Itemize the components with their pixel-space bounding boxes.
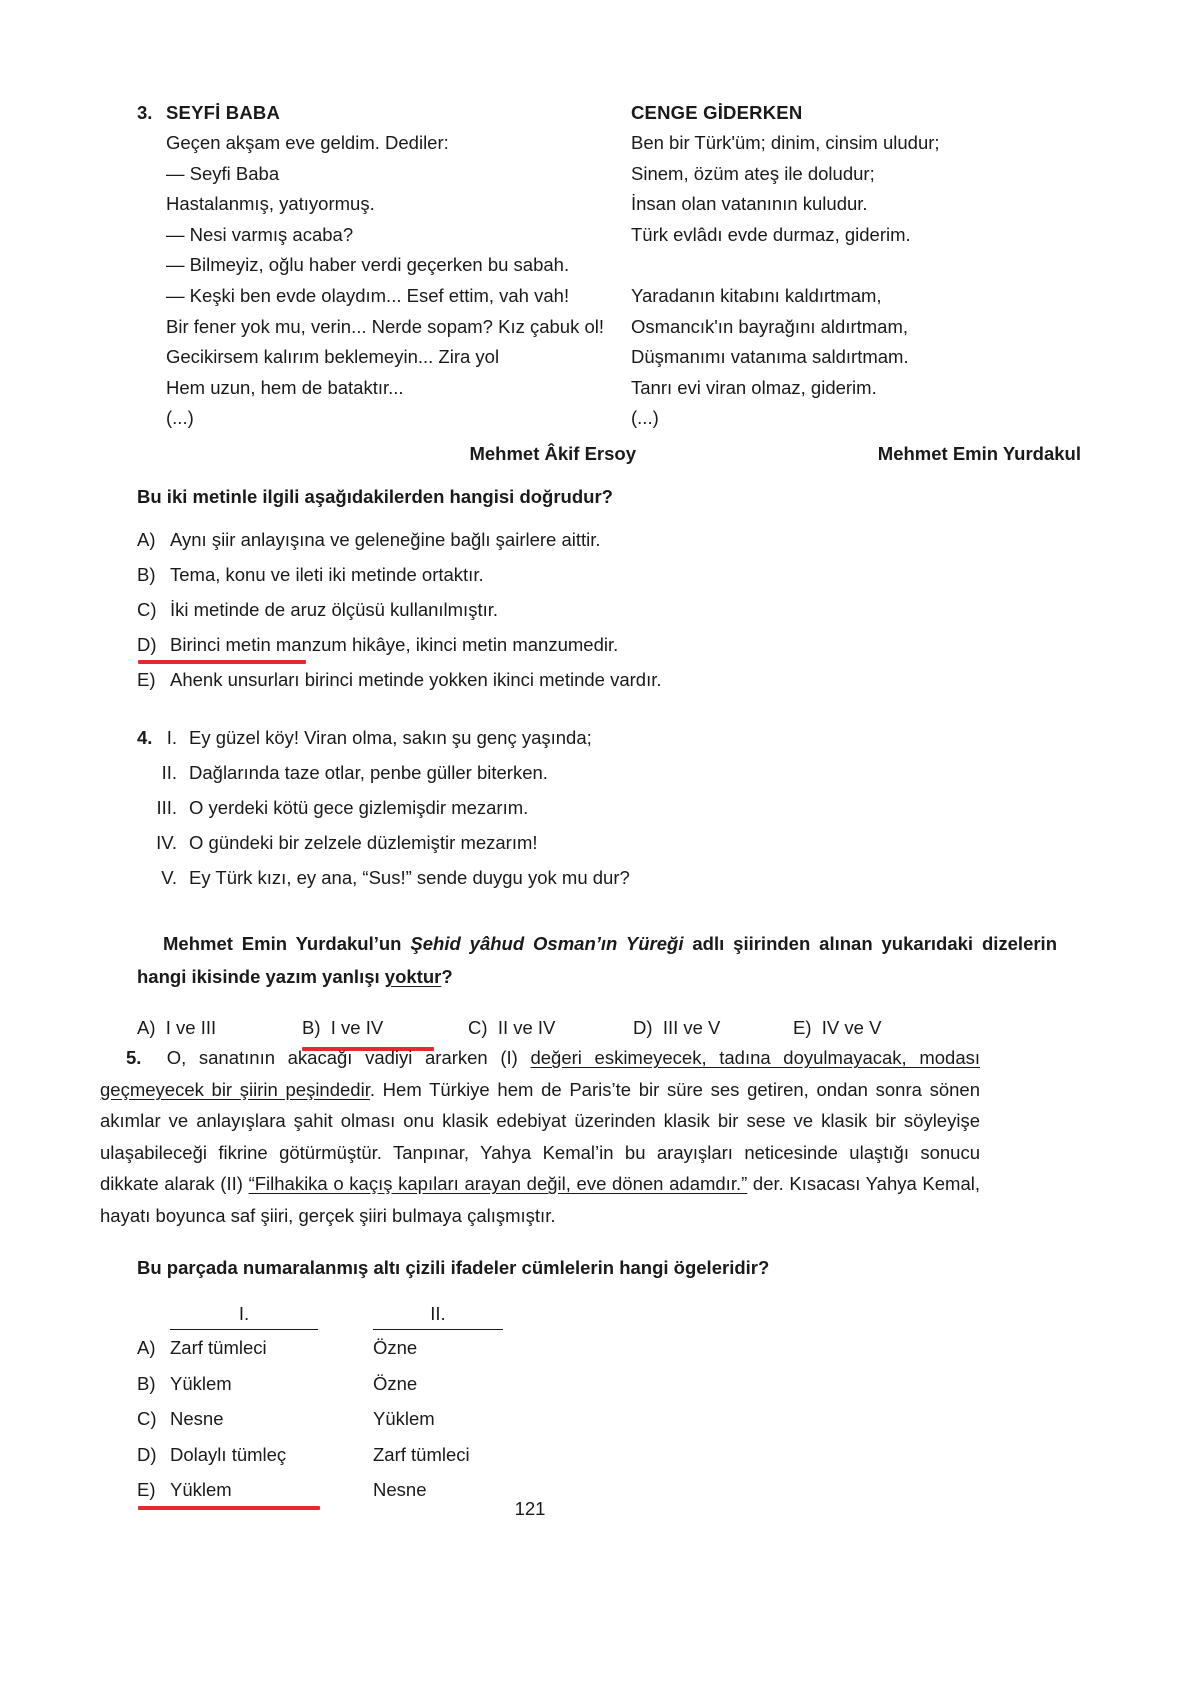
stem-poem-title: Şehid yâhud Osman’ın Yüreği [410,933,684,954]
poem-left-author: Mehmet Âkif Ersoy [469,443,636,464]
header-gap [318,1301,373,1330]
poem-line: Hem uzun, hem de bataktır... [166,376,404,398]
option-letter: C) [468,1017,488,1038]
poem-right-author: Mehmet Emin Yurdakul [877,443,1081,464]
poem-line: Osmancık'ın bayrağını aldırtmam, [631,315,909,337]
stem-emphasis: yoktur [384,966,442,987]
poem-line: Ben bir Türk'üm; dinim, cinsim uludur; [631,132,940,153]
option-d[interactable] [633,1017,793,1039]
stem-part-3: ? [441,966,453,987]
poem-line: (...) [166,407,194,429]
option-letter: A) [137,529,156,550]
poem-line: Sinem, özüm ateş ile doludur; [631,162,875,184]
cell-column-2: Zarf tümleci [373,1443,470,1465]
poem-line: — Bilmeyiz, oğlu haber verdi geçerken bu sabah. [166,254,570,276]
verse-line-5 [137,860,1057,895]
cell-column-1: Zarf tümleci [170,1337,267,1358]
roman-numeral: I. [166,727,177,748]
option-letter: E) [137,1479,156,1500]
option-letter: D) [137,634,157,655]
poem-line: Düşmanımı vatanıma saldırtmam. [631,346,909,368]
option-e[interactable] [793,1017,881,1039]
question-4-options [137,1017,1057,1039]
question-5 [100,1042,980,1508]
option-letter: A) [137,1017,156,1038]
option-text: Ahenk unsurları birinci metinde yokken ikinci metinde vardır. [170,669,662,690]
roman-numeral: V. [161,867,177,888]
option-text: I ve III [165,1017,217,1038]
cell-column-2: Özne [373,1372,418,1394]
poem-line: (...) [631,407,659,429]
question-4-number: 4. [137,727,153,748]
option-text: Birinci metin manzum hikâye, ikinci metin manzumedir. [170,634,619,655]
cell-column-2: Özne [373,1337,418,1358]
option-letter: E) [137,669,156,690]
question-4 [137,720,1057,1039]
question-3-number: 3. [137,102,153,123]
poem-left-title: SEYFİ BABA [166,102,281,123]
verse-line-1 [137,720,1057,755]
option-letter: B) [137,564,156,585]
option-b[interactable] [137,557,1047,592]
question-5-stem: Bu parçada numaralanmış altı çizili ifadeler cümlelerin hangi ögeleridir? [137,1257,770,1278]
option-letter: A) [137,1337,156,1358]
option-a[interactable] [137,522,1047,557]
option-text: Aynı şiir anlayışına ve geleneğine bağlı şairlere aittir. [170,529,601,550]
question-4-stem [137,927,1057,993]
poem-line: Hastalanmış, yatıyormuş. [166,193,375,215]
question-3-options [137,522,1047,697]
verse-text: O gündeki bir zelzele düzlemiştir mezarım! [189,832,538,853]
poem-line: İnsan olan vatanının kuludur. [631,193,868,215]
table-row[interactable] [137,1437,980,1473]
question-5-paragraph [100,1042,980,1231]
table-row[interactable] [137,1366,980,1402]
question-4-lines [137,720,1057,895]
verse-text: Ey Türk kızı, ey ana, “Sus!” sende duygu yok mu dur? [189,867,630,888]
option-c[interactable] [468,1017,633,1039]
option-letter: B) [302,1017,321,1038]
question-3 [137,98,1081,697]
paragraph-segment-3: . Hem Türkiye hem de Paris’te bir süre ses getiren, ondan sonra sönen akımlar ve anlayışlara şahit olması onu klasik edebiyat üzerinden klasik bir sese ve klasik bir söyleyişe ulaşabileceği fikrine götürmüştür. Tanpınar, Yahya Kemal’in bu arayışları neticesinde ulaştığı sonucu dikkate alarak (II) [100,1078,980,1194]
page-number: 121 [514,1498,546,1519]
poem-right-title: CENGE GİDERKEN [631,102,803,123]
option-letter: B) [137,1372,156,1394]
verse-line-2 [137,755,1057,790]
option-text: İki metinde de aruz ölçüsü kullanılmıştır. [170,599,499,620]
verse-text: Dağlarında taze otlar, penbe güller biterken. [189,762,548,783]
option-letter: C) [137,1408,157,1429]
paragraph-segment-1: O, sanatının akacağı vadiyi ararken (I) [166,1047,531,1068]
poem-line: — Seyfi Baba [166,162,280,184]
question-5-number: 5. [126,1047,142,1068]
stem-part-2: adlı şiirinden alınan yukarıdaki dizelerin hangi ikisinde yazım yanlışı [137,933,1057,987]
poem-line: Geçen akşam eve geldim. Dediler: [166,132,449,153]
poem-line: Bir fener yok mu, verin... Nerde sopam? Kız çabuk ol! [166,315,605,337]
cell-column-1: Yüklem [170,1372,232,1394]
table-row[interactable] [137,1330,980,1366]
poem-comparison [137,98,1081,464]
option-e[interactable] [137,662,1047,697]
option-letter: C) [137,599,157,620]
underlined-phrase-2: “Filhakika o kaçış kapıları arayan değil, eve dönen adamdır.” [248,1173,748,1194]
cell-column-1: Dolaylı tümleç [170,1443,287,1465]
cell-column-2: Nesne [373,1479,427,1500]
option-letter: D) [137,1443,157,1465]
roman-numeral: III. [156,797,177,818]
question-3-stem: Bu iki metinle ilgili aşağıdakilerden hangisi doğrudur? [137,486,613,507]
option-text: IV ve V [821,1017,882,1038]
underlined-phrase-1: değeri eskimeyecek, tadına doyulmayacak, modası geçmeyecek bir şiirin peşindedir [100,1047,981,1100]
question-5-answer-table [137,1301,980,1508]
stem-part-1: Mehmet Emin Yurdakul’un [163,933,411,954]
poem-right-column [631,98,1051,434]
poem-stanza-gap [631,250,1051,281]
roman-numeral: II. [161,762,177,783]
cell-column-1: Yüklem [170,1479,232,1500]
paragraph-space [141,1047,166,1068]
verse-line-4 [137,825,1057,860]
column-header-2: II. [373,1301,503,1330]
poem-line: — Nesi varmış acaba? [166,223,354,245]
roman-numeral: IV. [156,832,177,853]
paragraph-segment-5: der. Kısacası Yahya Kemal, hayatı boyunca saf şiiri, gerçek şiiri bulmaya çalışmıştır. [100,1173,980,1226]
cell-column-1: Nesne [170,1408,224,1429]
option-text: II ve IV [497,1017,556,1038]
option-letter: D) [633,1017,653,1038]
poem-line: — Keşki ben evde olaydım... Esef ettim, vah vah! [166,284,570,306]
poem-line: Yaradanın kitabını kaldırtmam, [631,284,882,306]
verse-text: O yerdeki kötü gece gizlemişdir mezarım. [189,797,529,818]
poem-left-column [166,98,636,434]
option-c[interactable] [137,592,1047,627]
table-header-row [137,1301,980,1330]
option-text: Tema, konu ve ileti iki metinde ortaktır. [170,564,484,585]
verse-line-3 [137,790,1057,825]
column-header-1: I. [170,1301,318,1330]
poem-line: Türk evlâdı evde durmaz, giderim. [631,223,911,245]
cell-column-2: Yüklem [373,1408,435,1429]
header-spacer [137,1301,170,1330]
option-d[interactable] [137,627,1047,662]
option-b[interactable] [302,1017,468,1039]
poem-line: Gecikirsem kalırım beklemeyin... Zira yol [166,346,500,368]
poem-line: Tanrı evi viran olmaz, giderim. [631,376,877,398]
option-letter: E) [793,1017,812,1038]
table-row[interactable] [137,1401,980,1437]
option-text: III ve V [662,1017,721,1038]
option-a[interactable] [137,1017,302,1039]
option-text: I ve IV [330,1017,384,1038]
verse-text: Ey güzel köy! Viran olma, sakın şu genç yaşında; [189,727,592,748]
